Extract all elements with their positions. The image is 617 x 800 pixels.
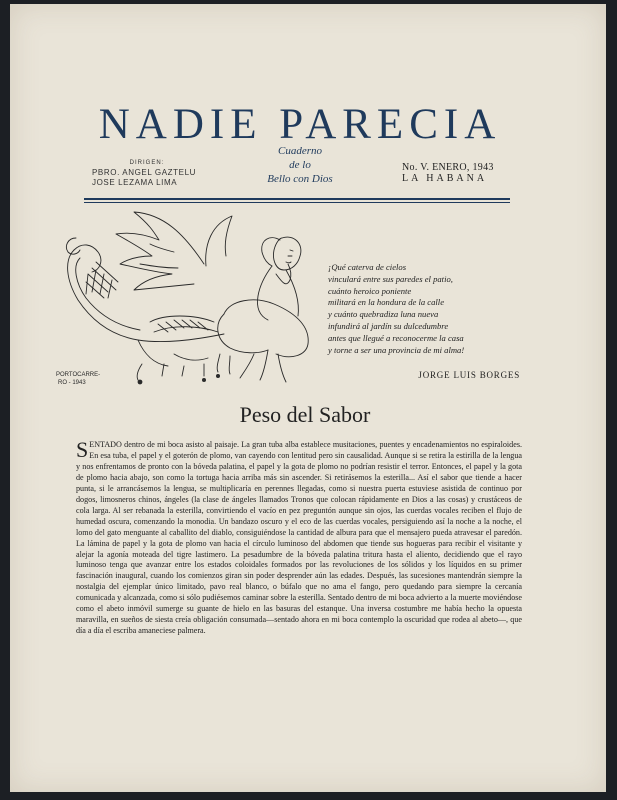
subtitle-line: Bello con Dios [267, 173, 333, 185]
subtitle-line: de lo [289, 159, 311, 171]
director-1: PBRO. ANGEL GAZTELU [92, 168, 197, 177]
subtitle [255, 144, 345, 186]
header-rule-thin [84, 202, 510, 203]
article-dropcap: S [76, 437, 89, 462]
article-title: Peso del Sabor [239, 402, 371, 427]
header-rule [84, 198, 510, 200]
poem-line: vinculará entre sus paredes el patio, [328, 273, 453, 284]
poem-line: y torne a ser una provincia de mi alma! [328, 344, 465, 355]
illustration-signature-line1: PORTOCARRE- [56, 372, 101, 378]
poem-line: ¡Qué caterva de cielos [328, 262, 407, 272]
poem-line: cuánto heroico poniente [328, 285, 412, 296]
poem-line: antes que llegué a reconocerme la casa [328, 332, 464, 343]
subtitle-line: Cuaderno [278, 145, 322, 157]
magazine-page [10, 4, 606, 792]
issue-number: No. V. ENERO, 1943 [402, 162, 494, 173]
director-2: JOSE LEZAMA LIMA [92, 178, 178, 187]
masthead-title: NADIE PARECIA [98, 101, 502, 148]
issue-info [402, 162, 522, 184]
poem-line: militará en la hondura de la calle [328, 297, 445, 308]
directors-block [92, 160, 202, 188]
poem-line: y cuánto quebradiza luna nueva [328, 309, 439, 320]
poem-author: JORGE LUIS BORGES [418, 370, 520, 380]
directors-label: DIRIGEN: [129, 160, 165, 166]
article-body [76, 437, 522, 637]
issue-city: LA HABANA [402, 173, 488, 184]
article-text: ENTADO dentro de mi boca asisto al paisaje. La gran tuba alba establece musitaciones, puentes y encadenamientos no espiraloides. En esa tuba, el papel y el goterón de plomo, van cayendo con lentitud pero sin causalidad. Aunque si se retira la estirilla de la lengua y nos enfrentamos de pronto con la bóveda palatina, el papel y la gota de plomo no podrían resistir el terror. Entonces, el papel y la gota de plomo hacia abajo, son como la tortuga hacia arriba más sin ascender. Si retirásemos la esterilla... Así el sabor que tiende a hacer punta, si le arrancásemos la lengua, se multiplicaría en perennes llegadas, como si nuestra puerta estuviese asistida de continuo por dogos, limosneros chinos, ángeles (la clase de ángeles llamados Tronos que colocan rápidamente en Dios a las cosas) y crustáceos de cola larga. Al ser rebanada la esterilla, convirtiendo el vacío en pez preguntón aunque sin ojos, las cuerdas vocales reciben el flujo de humedad oscura, comenzando la monodia. Un bandazo oscuro y el eco de las cuerdas vocales, persiguiendo así la noche a la noche, el lomo del gato menguante al caballito del diablo, consiguiéndose la cantidad de albura para que el mensajero pueda atravesar el paredón. La lámina de papel y la gota de plomo van hacia el círculo luminoso del abdomen que tiende sus hogueras para recibir el visitante y alejar la agonía moteada del tigre lastimero. La pesadumbre de la bóveda palatina tritura hasta el aliento, decidiendo que el rayo luminoso tenga que avanzar entre los estados coloidales formados por las revoluciones de los sólidos y los líquidos en su primer fascinación inaugural, cuando los comienzos giran sin poder desprender aún las edades. Después, las sucesiones mantendrán siempre la nostalgia del ejemplar único limitado, pavo real blanco, o búfalo que no ama el fango, pero quedando para siempre la cercanía comunicada y alcanzada, como si sólo pudiésemos caminar sobre la esterilla. Sentado dentro de mi boca advierto a la muerte moviéndose como el abeto inmóvil sumerge su guante de hielo en las basuras del estanque. Una inversa costumbre me había hecho la opuesta maravilla, en sueños de siesta creía obligación consumada—sentado ahora en mi boca contemplo la oscuridad que rodea al abeto—, que día a día el escriba amaneciese palmera. [76, 440, 522, 636]
epigraph-poem [328, 262, 528, 356]
poem-line: infundirá al jardín su dulcedumbre [328, 320, 449, 331]
angel-sketch-illustration [54, 204, 319, 394]
illustration-signature-line2: RO - 1943 [58, 380, 86, 386]
